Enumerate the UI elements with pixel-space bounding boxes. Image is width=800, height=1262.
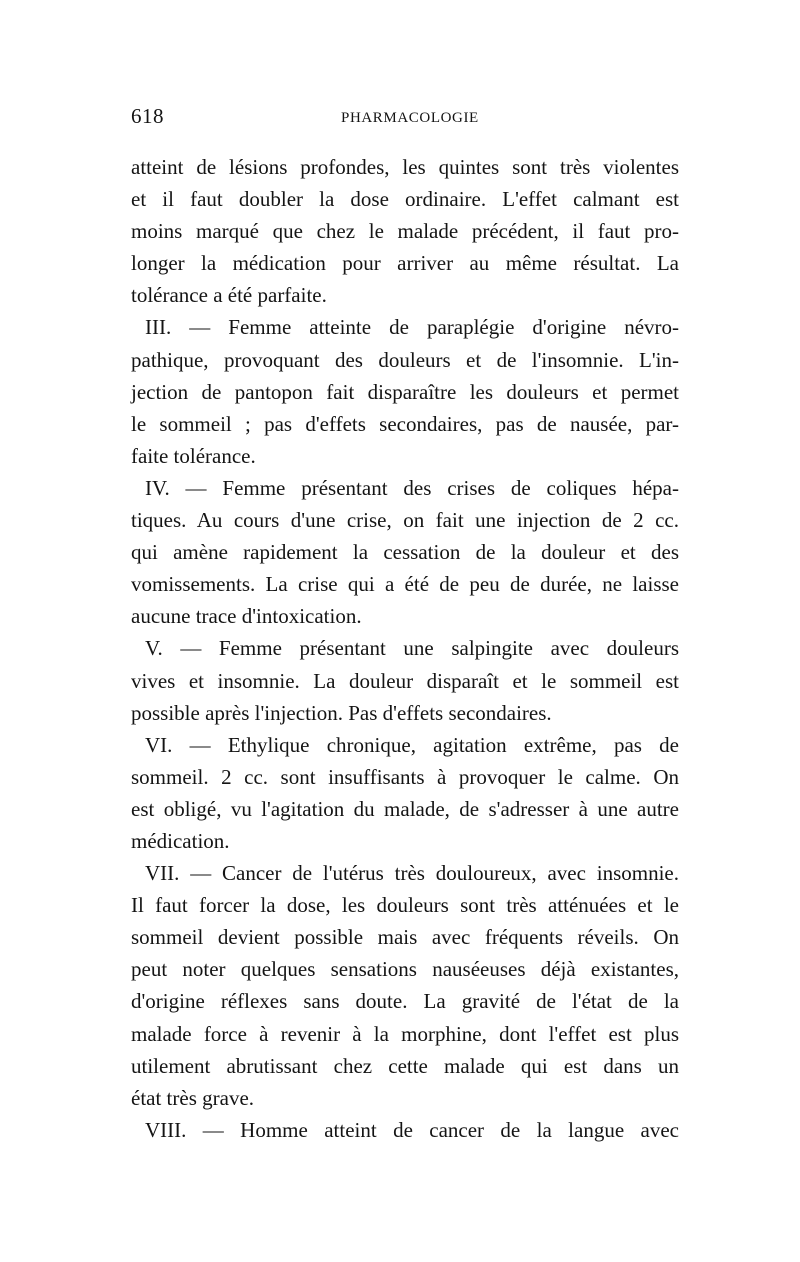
- text-line: VIII. — Homme atteint de cancer de la langue avec: [145, 1117, 679, 1142]
- text-line: VII. — Cancer de l'utérus très douloureux, avec insomnie.: [145, 861, 679, 886]
- text-line: état très grave.: [131, 1085, 255, 1110]
- text-line: pathique, provoquant des douleurs et de l'insomnie. L'in-: [131, 347, 679, 372]
- text-line: moins marqué que chez le malade précédent, il faut pro-: [131, 219, 679, 244]
- text-line: V. — Femme présentant une salpingite avec douleurs: [145, 636, 679, 661]
- text-line: faite tolérance.: [131, 443, 256, 468]
- text-line: tolérance a été parfaite.: [131, 283, 327, 308]
- text-line: est obligé, vu l'agitation du malade, de s'adresser à une autre: [131, 796, 679, 821]
- body-text: [131, 151, 679, 1146]
- text-line: malade force à revenir à la morphine, dont l'effet est plus: [131, 1021, 679, 1046]
- running-head: PHARMACOLOGIE: [341, 110, 479, 126]
- text-line: utilement abrutissant chez cette malade qui est dans un: [131, 1053, 679, 1078]
- page-header: [131, 104, 679, 134]
- text-line: Il faut forcer la dose, les douleurs sont très atténuées et le: [131, 893, 679, 918]
- text-line: IV. — Femme présentant des crises de coliques hépa-: [145, 475, 679, 500]
- text-line: et il faut doubler la dose ordinaire. L'effet calmant est: [131, 187, 679, 212]
- text-line: longer la médication pour arriver au même résultat. La: [131, 251, 679, 276]
- page-number: 618: [131, 104, 164, 128]
- text-line: VI. — Ethylique chronique, agitation extrême, pas de: [145, 732, 679, 757]
- text-line: sommeil. 2 cc. sont insuffisants à provoquer le calme. On: [131, 764, 679, 789]
- text-line: le sommeil ; pas d'effets secondaires, pas de nausée, par-: [131, 411, 679, 436]
- text-line: III. — Femme atteinte de paraplégie d'origine névro-: [145, 315, 679, 340]
- text-line: vomissements. La crise qui a été de peu de durée, ne laisse: [131, 572, 679, 597]
- text-line: d'origine réflexes sans doute. La gravité de l'état de la: [131, 989, 679, 1014]
- text-line: vives et insomnie. La douleur disparaît et le sommeil est: [131, 668, 679, 693]
- text-line: aucune trace d'intoxication.: [131, 604, 362, 629]
- text-line: médication.: [131, 828, 230, 853]
- text-line: jection de pantopon fait disparaître les douleurs et permet: [131, 379, 679, 404]
- text-line: peut noter quelques sensations nauséeuses déjà existantes,: [131, 957, 679, 982]
- text-line: qui amène rapidement la cessation de la douleur et des: [131, 540, 679, 565]
- text-line: sommeil devient possible mais avec fréquents réveils. On: [131, 925, 679, 950]
- text-line: tiques. Au cours d'une crise, on fait une injection de 2 cc.: [131, 508, 679, 533]
- text-line: atteint de lésions profondes, les quintes sont très violentes: [131, 155, 679, 179]
- text-line: possible après l'injection. Pas d'effets secondaires.: [131, 700, 552, 725]
